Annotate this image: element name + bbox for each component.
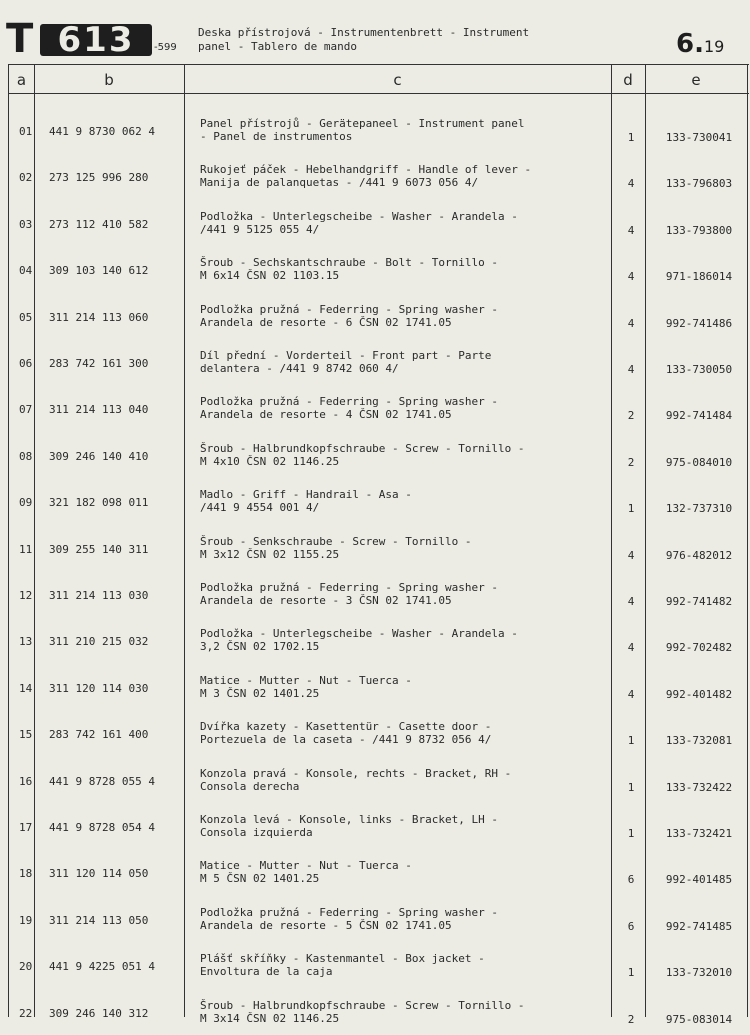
cell-d: 6 bbox=[627, 919, 635, 933]
cell-b: 283 742 161 300 bbox=[49, 357, 149, 370]
cell-b: 309 255 140 311 bbox=[49, 542, 149, 556]
cell-c: Šroub - Halbrundkopfschraube - Screw - Tornillo - M 3x14 ČSN 02 1146.25 bbox=[200, 998, 525, 1025]
cell-d: 1 bbox=[627, 780, 635, 794]
cell-d: 4 bbox=[627, 641, 635, 655]
cell-e: 992-702482 bbox=[665, 641, 733, 655]
cell-e: 133-732010 bbox=[665, 966, 733, 980]
column-header-a: a bbox=[16, 71, 27, 89]
cell-a: 08 bbox=[19, 449, 33, 463]
cell-c: Šroub - Senkschraube - Screw - Tornillo - M 3x12 ČSN 02 1155.25 bbox=[200, 534, 472, 561]
cell-b: 441 9 8728 054 4 bbox=[49, 821, 155, 834]
cell-a: 06 bbox=[19, 357, 33, 370]
cell-e: 975-084010 bbox=[665, 455, 733, 469]
cell-a: 15 bbox=[19, 728, 33, 742]
cell-e: 133-732421 bbox=[665, 827, 733, 840]
cell-b: 309 103 140 612 bbox=[49, 264, 149, 278]
cell-d: 4 bbox=[627, 316, 635, 330]
logo-letter: T bbox=[6, 16, 34, 62]
table-row bbox=[9, 851, 749, 895]
cell-d: 4 bbox=[627, 270, 635, 284]
cell-a: 17 bbox=[19, 821, 33, 834]
cell-a: 12 bbox=[19, 589, 33, 602]
cell-d: 2 bbox=[627, 409, 635, 423]
cell-b: 311 120 114 030 bbox=[49, 681, 149, 695]
cell-a: 13 bbox=[19, 635, 33, 649]
cell-b: 311 210 215 032 bbox=[49, 635, 149, 649]
table-row bbox=[9, 944, 749, 988]
table-row bbox=[9, 434, 749, 478]
column-header-b: b bbox=[104, 71, 114, 89]
cell-d: 4 bbox=[627, 687, 635, 701]
cell-a: 11 bbox=[19, 542, 33, 556]
cell-a: 20 bbox=[19, 960, 33, 974]
header-divider bbox=[9, 93, 749, 94]
cell-b: 321 182 098 011 bbox=[49, 496, 149, 510]
cell-c: Podložka pružná - Federring - Spring washer - Arandela de resorte - 6 ČSN 02 1741.05 bbox=[200, 302, 499, 329]
cell-d: 1 bbox=[627, 827, 635, 840]
cell-d: 4 bbox=[627, 223, 635, 237]
table-row bbox=[9, 805, 749, 849]
cell-e: 992-741485 bbox=[665, 919, 733, 933]
cell-b: 441 9 4225 051 4 bbox=[49, 960, 155, 974]
cell-a: 04 bbox=[19, 264, 33, 278]
cell-c: Podložka - Unterlegscheibe - Washer - Arandela - 3,2 ČSN 02 1702.15 bbox=[200, 627, 518, 654]
cell-c: Šroub - Halbrundkopfschraube - Screw - Tornillo - M 4x10 ČSN 02 1146.25 bbox=[200, 441, 525, 468]
table-row bbox=[9, 480, 749, 524]
cell-a: 09 bbox=[19, 496, 33, 510]
table-row bbox=[9, 387, 749, 431]
cell-d: 4 bbox=[627, 595, 635, 608]
cell-b: 273 112 410 582 bbox=[49, 217, 149, 231]
table-row bbox=[9, 759, 749, 803]
cell-d: 1 bbox=[627, 966, 635, 980]
cell-e: 133-730041 bbox=[665, 131, 733, 144]
cell-e: 133-732081 bbox=[665, 734, 733, 748]
logo-number: 613 bbox=[57, 20, 135, 60]
cell-d: 6 bbox=[627, 873, 635, 887]
cell-c: Matice - Mutter - Nut - Tuerca - M 5 ČSN 02 1401.25 bbox=[200, 859, 412, 886]
page-header bbox=[0, 0, 750, 64]
cell-a: 22 bbox=[19, 1006, 33, 1020]
cell-e: 133-730050 bbox=[665, 363, 733, 376]
cell-d: 1 bbox=[627, 734, 635, 748]
cell-c: Plášť skříňky - Kastenmantel - Box jacket - Envoltura de la caja bbox=[200, 952, 485, 979]
cell-c: Šroub - Sechskantschraube - Bolt - Tornillo - M 6x14 ČSN 02 1103.15 bbox=[200, 256, 499, 283]
column-header-d: d bbox=[623, 71, 633, 89]
cell-a: 16 bbox=[19, 774, 33, 788]
cell-c: Konzola pravá - Konsole, rechts - Bracket, RH - Consola derecha bbox=[200, 766, 512, 793]
cell-a: 19 bbox=[19, 913, 33, 927]
cell-a: 01 bbox=[19, 125, 33, 138]
cell-b: 311 120 114 050 bbox=[49, 867, 149, 881]
cell-d: 2 bbox=[627, 1012, 635, 1026]
table-row bbox=[9, 155, 749, 199]
cell-a: 07 bbox=[19, 403, 33, 417]
cell-d: 4 bbox=[627, 548, 635, 562]
table-row bbox=[9, 619, 749, 663]
cell-d: 4 bbox=[627, 177, 635, 191]
cell-c: Rukojeť páček - Hebelhandgriff - Handle of lever - Manija de palanquetas - /441 9 6073 056 4/ bbox=[200, 163, 532, 190]
cell-b: 311 214 113 050 bbox=[49, 913, 149, 927]
cell-b: 309 246 140 312 bbox=[49, 1006, 149, 1020]
table-row bbox=[9, 898, 749, 942]
cell-a: 03 bbox=[19, 217, 33, 231]
cell-e: 975-083014 bbox=[665, 1012, 733, 1026]
table-row bbox=[9, 341, 749, 385]
page-title: Deska přístrojová - Instrumentenbrett - Instrument panel - Tablero de mando bbox=[198, 26, 530, 53]
table-row bbox=[9, 295, 749, 339]
logo-suffix: -599 bbox=[154, 42, 177, 53]
cell-e: 992-401482 bbox=[665, 687, 733, 701]
table-row bbox=[9, 202, 749, 246]
cell-c: Panel přístrojů - Gerätepaneel - Instrument panel - Panel de instrumentos bbox=[200, 117, 525, 143]
table-row bbox=[9, 109, 749, 153]
cell-e: 992-401485 bbox=[665, 873, 733, 887]
cell-e: 992-741486 bbox=[665, 316, 733, 330]
cell-e: 976-482012 bbox=[665, 548, 733, 562]
cell-e: 971-186014 bbox=[665, 270, 733, 284]
cell-c: Matice - Mutter - Nut - Tuerca - M 3 ČSN 02 1401.25 bbox=[200, 673, 412, 700]
cell-b: 441 9 8730 062 4 bbox=[49, 125, 155, 138]
table-row bbox=[9, 666, 749, 710]
cell-a: 14 bbox=[19, 681, 33, 695]
cell-c: Díl přední - Vorderteil - Front part - Parte delantera - /441 9 8742 060 4/ bbox=[200, 349, 492, 375]
cell-b: 309 246 140 410 bbox=[49, 449, 149, 463]
page-number-main: 6. bbox=[676, 29, 704, 59]
cell-d: 1 bbox=[627, 131, 635, 144]
cell-e: 992-741484 bbox=[665, 409, 733, 423]
cell-e: 133-732422 bbox=[665, 780, 733, 794]
cell-a: 05 bbox=[19, 310, 33, 324]
cell-c: Podložka - Unterlegscheibe - Washer - Arandela - /441 9 5125 055 4/ bbox=[200, 209, 518, 236]
cell-e: 132-737310 bbox=[665, 502, 733, 516]
page-number-sub: 19 bbox=[703, 37, 725, 56]
cell-b: 283 742 161 400 bbox=[49, 728, 149, 742]
cell-c: Podložka pružná - Federring - Spring washer - Arandela de resorte - 4 ČSN 02 1741.05 bbox=[200, 395, 499, 422]
cell-e: 133-793800 bbox=[665, 223, 733, 237]
cell-e: 133-796803 bbox=[665, 177, 733, 191]
cell-c: Madlo - Griff - Handrail - Asa - /441 9 4554 001 4/ bbox=[200, 488, 412, 515]
cell-b: 311 214 113 030 bbox=[49, 589, 149, 602]
cell-c: Dvířka kazety - Kasettentür - Casette door - Portezuela de la caseta - /441 9 8732 056 4/ bbox=[200, 720, 492, 747]
cell-a: 18 bbox=[19, 867, 33, 881]
cell-b: 311 214 113 040 bbox=[49, 403, 149, 417]
cell-c: Podložka pružná - Federring - Spring washer - Arandela de resorte - 3 ČSN 02 1741.05 bbox=[200, 581, 499, 607]
cell-b: 311 214 113 060 bbox=[49, 310, 149, 324]
page-number bbox=[676, 29, 724, 59]
table-row bbox=[9, 527, 749, 571]
column-header-e: e bbox=[691, 71, 701, 89]
cell-b: 273 125 996 280 bbox=[49, 171, 149, 185]
cell-d: 2 bbox=[627, 455, 635, 469]
cell-b: 441 9 8728 055 4 bbox=[49, 774, 155, 788]
table-row bbox=[9, 248, 749, 292]
cell-e: 992-741482 bbox=[665, 595, 733, 608]
table-row bbox=[9, 991, 749, 1035]
table-row bbox=[9, 573, 749, 617]
parts-table bbox=[8, 64, 749, 1026]
cell-c: Konzola levá - Konsole, links - Bracket, LH - Consola izquierda bbox=[200, 813, 499, 839]
table-row bbox=[9, 712, 749, 756]
column-header-c: c bbox=[393, 71, 402, 89]
cell-d: 1 bbox=[627, 502, 635, 516]
cell-d: 4 bbox=[627, 363, 635, 376]
cell-a: 02 bbox=[19, 171, 33, 185]
cell-c: Podložka pružná - Federring - Spring washer - Arandela de resorte - 5 ČSN 02 1741.05 bbox=[200, 905, 499, 932]
